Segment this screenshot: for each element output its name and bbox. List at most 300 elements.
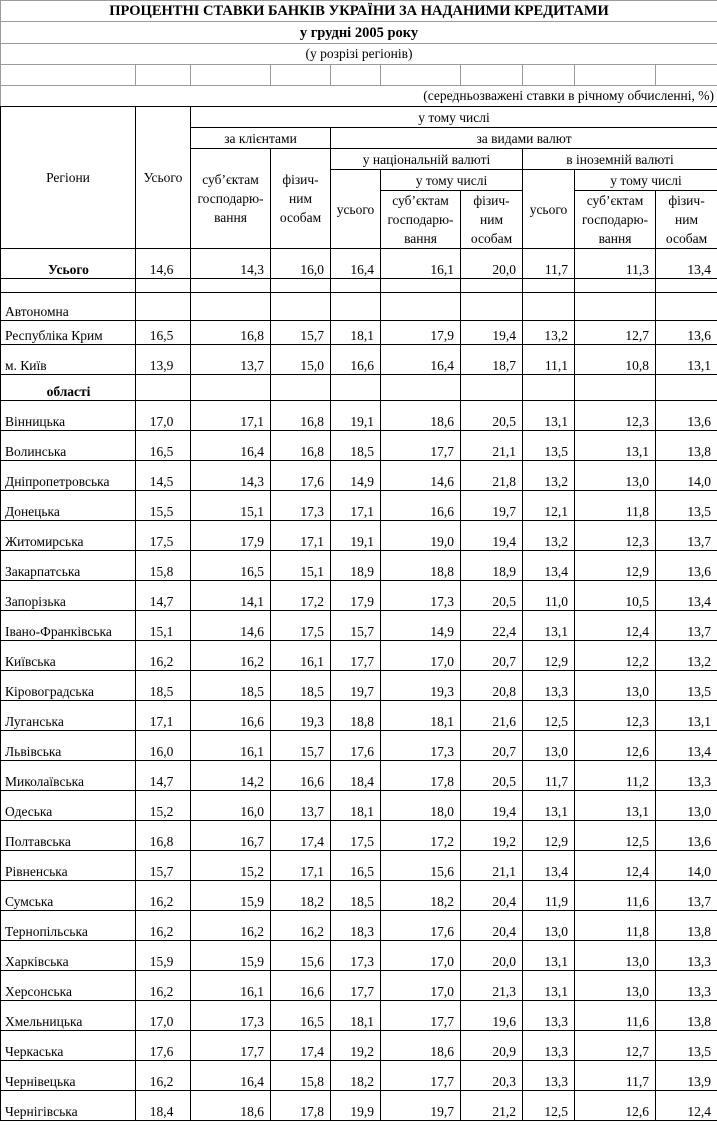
rate-value: 17,7	[381, 431, 461, 461]
table-row	[1, 1001, 717, 1031]
rate-value: 17,7	[331, 641, 381, 671]
region-name: Івано-Франківська	[1, 611, 136, 641]
rate-value: 13,4	[656, 581, 717, 611]
rate-value: 17,0	[381, 941, 461, 971]
rate-value: 17,6	[271, 461, 331, 491]
header-total: Усього	[136, 107, 191, 249]
header-foreign-individuals: фізич-ним особам	[656, 191, 717, 249]
rate-value: 15,6	[381, 851, 461, 881]
rate-value: 21,3	[461, 971, 523, 1001]
spacer-row	[1, 279, 717, 293]
rate-value: 21,2	[461, 1091, 523, 1121]
rate-value: 17,0	[381, 971, 461, 1001]
rate-value: 17,3	[271, 491, 331, 521]
crimea-value: 16,5	[136, 321, 191, 345]
rate-value: 14,0	[656, 851, 717, 881]
kyiv-label: м. Київ	[1, 345, 136, 375]
rate-value: 12,5	[523, 1091, 575, 1121]
rate-value: 14,6	[191, 611, 271, 641]
header-by-currency: за видами валют	[331, 128, 717, 149]
rate-value: 16,5	[136, 431, 191, 461]
rate-value: 16,8	[271, 401, 331, 431]
rate-value: 20,3	[461, 1061, 523, 1091]
rate-value: 14,3	[191, 461, 271, 491]
table-row	[1, 761, 717, 791]
region-name: Полтавська	[1, 821, 136, 851]
rate-value: 13,1	[575, 431, 656, 461]
kyiv-value: 13,1	[656, 345, 717, 375]
rate-value: 13,1	[575, 791, 656, 821]
rate-value: 13,3	[523, 671, 575, 701]
crimea-row-top	[1, 293, 717, 321]
header-national: у національній валюті	[331, 149, 523, 170]
table-row	[1, 701, 717, 731]
rate-value: 20,7	[461, 731, 523, 761]
table-row	[1, 941, 717, 971]
rate-value: 10,5	[575, 581, 656, 611]
rate-value: 18,4	[331, 761, 381, 791]
rate-value: 16,7	[191, 821, 271, 851]
rate-value: 13,7	[656, 611, 717, 641]
total-value: 13,4	[656, 249, 717, 279]
rate-value: 15,1	[191, 491, 271, 521]
rate-value: 18,8	[381, 551, 461, 581]
rate-value: 17,7	[381, 1061, 461, 1091]
rate-value: 16,8	[136, 821, 191, 851]
crimea-value: 13,6	[656, 321, 717, 345]
table-row	[1, 1061, 717, 1091]
rate-value: 15,1	[136, 611, 191, 641]
units-note: (середньозважені ставки в річному обчисленні, %)	[1, 86, 717, 107]
region-name: Сумська	[1, 881, 136, 911]
rate-value: 12,3	[575, 521, 656, 551]
rate-value: 16,2	[136, 641, 191, 671]
rate-value: 17,1	[136, 701, 191, 731]
header-foreign: в іноземній валюті	[523, 149, 717, 170]
table-row	[1, 881, 717, 911]
table-row	[1, 431, 717, 461]
rate-value: 17,1	[271, 851, 331, 881]
rate-value: 15,9	[136, 941, 191, 971]
rate-value: 13,1	[523, 611, 575, 641]
header-foreign-including: у тому числі	[575, 170, 717, 191]
rate-value: 19,9	[331, 1091, 381, 1121]
table-row	[1, 851, 717, 881]
header-national-including: у тому числі	[381, 170, 523, 191]
rate-value: 13,7	[656, 521, 717, 551]
rate-value: 17,0	[136, 1001, 191, 1031]
rate-value: 12,4	[575, 611, 656, 641]
rate-value: 13,5	[656, 671, 717, 701]
crimea-value: 18,1	[331, 321, 381, 345]
rate-value: 14,1	[191, 581, 271, 611]
rate-value: 18,9	[331, 551, 381, 581]
rate-value: 19,6	[461, 1001, 523, 1031]
region-name: Закарпатська	[1, 551, 136, 581]
rate-value: 16,2	[191, 911, 271, 941]
rate-value: 16,5	[331, 851, 381, 881]
region-name: Чернівецька	[1, 1061, 136, 1091]
rate-value: 13,1	[523, 791, 575, 821]
rate-value: 17,7	[191, 1031, 271, 1061]
table-row	[1, 821, 717, 851]
rate-value: 18,3	[331, 911, 381, 941]
rate-value: 13,4	[523, 851, 575, 881]
rate-value: 11,8	[575, 911, 656, 941]
rate-value: 17,3	[191, 1001, 271, 1031]
header-national-business: суб’єктам господарю-вання	[381, 191, 461, 249]
rate-value: 16,1	[191, 971, 271, 1001]
total-value: 16,1	[381, 249, 461, 279]
rate-value: 19,4	[461, 521, 523, 551]
crimea-label-line1: Автономна	[1, 293, 136, 321]
rate-value: 15,8	[271, 1061, 331, 1091]
table-row	[1, 491, 717, 521]
rate-value: 17,9	[191, 521, 271, 551]
rate-value: 13,5	[656, 1031, 717, 1061]
rate-value: 16,6	[271, 761, 331, 791]
rate-value: 13,2	[656, 641, 717, 671]
rate-value: 12,3	[575, 701, 656, 731]
rate-value: 13,6	[656, 821, 717, 851]
rate-value: 12,9	[523, 821, 575, 851]
kyiv-value: 11,1	[523, 345, 575, 375]
rate-value: 13,9	[656, 1061, 717, 1091]
kyiv-value: 15,0	[271, 345, 331, 375]
table-row	[1, 1031, 717, 1061]
rate-value: 17,1	[191, 401, 271, 431]
rate-value: 17,6	[381, 911, 461, 941]
kyiv-value: 16,6	[331, 345, 381, 375]
rate-value: 16,4	[191, 1061, 271, 1091]
rate-value: 17,5	[271, 611, 331, 641]
rate-value: 13,0	[523, 731, 575, 761]
total-value: 20,0	[461, 249, 523, 279]
header-national-individuals: фізич-ним особам	[461, 191, 523, 249]
rate-value: 13,3	[656, 971, 717, 1001]
rate-value: 18,5	[331, 431, 381, 461]
rate-value: 15,8	[136, 551, 191, 581]
rate-value: 13,7	[271, 791, 331, 821]
crimea-value: 13,2	[523, 321, 575, 345]
rate-value: 14,7	[136, 581, 191, 611]
rate-value: 15,7	[136, 851, 191, 881]
rate-value: 15,9	[191, 881, 271, 911]
rate-value: 18,0	[381, 791, 461, 821]
region-name: Луганська	[1, 701, 136, 731]
rate-value: 17,4	[271, 821, 331, 851]
table-row	[1, 551, 717, 581]
rate-value: 18,6	[191, 1091, 271, 1121]
rate-value: 15,5	[136, 491, 191, 521]
rate-value: 18,6	[381, 1031, 461, 1061]
rate-value: 13,2	[523, 461, 575, 491]
rate-value: 14,7	[136, 761, 191, 791]
rate-value: 13,2	[523, 521, 575, 551]
rate-value: 12,4	[575, 851, 656, 881]
table-row	[1, 1091, 717, 1121]
rate-value: 11,9	[523, 881, 575, 911]
rate-value: 13,4	[523, 551, 575, 581]
rate-value: 13,0	[575, 671, 656, 701]
rate-value: 18,1	[331, 791, 381, 821]
rate-value: 12,9	[575, 551, 656, 581]
header-individuals: фізич-ним особам	[271, 149, 331, 249]
rate-value: 16,6	[271, 971, 331, 1001]
rate-value: 16,2	[136, 911, 191, 941]
rate-value: 13,0	[523, 911, 575, 941]
kyiv-value: 13,7	[191, 345, 271, 375]
rate-value: 17,2	[381, 821, 461, 851]
page-subtitle-regions: (у розрізі регіонів)	[1, 44, 717, 65]
rate-value: 18,2	[381, 881, 461, 911]
rate-value: 11,6	[575, 881, 656, 911]
rate-value: 12,5	[523, 701, 575, 731]
rate-value: 18,4	[136, 1091, 191, 1121]
rate-value: 16,2	[136, 971, 191, 1001]
rate-value: 19,0	[381, 521, 461, 551]
region-name: Харківська	[1, 941, 136, 971]
kyiv-value: 18,7	[461, 345, 523, 375]
rate-value: 13,4	[656, 731, 717, 761]
rate-value: 18,2	[271, 881, 331, 911]
rate-value: 16,8	[271, 431, 331, 461]
rate-value: 12,9	[523, 641, 575, 671]
rate-value: 13,0	[575, 941, 656, 971]
rate-value: 11,7	[523, 761, 575, 791]
rate-value: 17,1	[331, 491, 381, 521]
rate-value: 17,7	[331, 971, 381, 1001]
region-name: Вінницька	[1, 401, 136, 431]
rate-value: 17,1	[271, 521, 331, 551]
table-row	[1, 971, 717, 1001]
rate-value: 11,2	[575, 761, 656, 791]
rate-value: 17,5	[136, 521, 191, 551]
rate-value: 18,5	[191, 671, 271, 701]
rate-value: 16,1	[191, 731, 271, 761]
header-national-total: усього	[331, 170, 381, 249]
rate-value: 12,2	[575, 641, 656, 671]
rate-value: 13,5	[523, 431, 575, 461]
rate-value: 13,0	[656, 791, 717, 821]
rate-value: 22,4	[461, 611, 523, 641]
rate-value: 17,6	[331, 731, 381, 761]
rate-value: 15,7	[271, 731, 331, 761]
region-name: Чернігівська	[1, 1091, 136, 1121]
crimea-value: 19,4	[461, 321, 523, 345]
rate-value: 16,0	[191, 791, 271, 821]
rate-value: 13,0	[575, 461, 656, 491]
rate-value: 13,0	[575, 971, 656, 1001]
region-name: Черкаська	[1, 1031, 136, 1061]
rate-value: 13,1	[523, 941, 575, 971]
rate-value: 16,6	[381, 491, 461, 521]
rate-value: 16,0	[136, 731, 191, 761]
rate-value: 14,6	[381, 461, 461, 491]
header-foreign-business: суб’єктам господарю-вання	[575, 191, 656, 249]
rate-value: 17,0	[136, 401, 191, 431]
rate-value: 19,1	[331, 401, 381, 431]
rate-value: 20,4	[461, 911, 523, 941]
rate-value: 17,9	[331, 581, 381, 611]
rate-value: 17,3	[381, 731, 461, 761]
rate-value: 13,3	[523, 1001, 575, 1031]
rate-value: 20,5	[461, 761, 523, 791]
rate-value: 18,2	[331, 1061, 381, 1091]
rate-value: 21,8	[461, 461, 523, 491]
header-regions: Регіони	[1, 107, 136, 249]
rate-value: 14,5	[136, 461, 191, 491]
rate-value: 17,3	[381, 581, 461, 611]
rate-value: 17,5	[331, 821, 381, 851]
oblasti-label: області	[1, 375, 136, 401]
rate-value: 17,4	[271, 1031, 331, 1061]
rate-value: 13,8	[656, 1001, 717, 1031]
total-value: 14,3	[191, 249, 271, 279]
rate-value: 19,3	[271, 701, 331, 731]
rate-value: 20,7	[461, 641, 523, 671]
crimea-row	[1, 321, 717, 345]
rate-value: 21,1	[461, 431, 523, 461]
rate-value: 13,1	[656, 701, 717, 731]
rate-value: 18,6	[381, 401, 461, 431]
table-row	[1, 791, 717, 821]
crimea-label-line2: Республіка Крим	[1, 321, 136, 345]
table-row	[1, 611, 717, 641]
region-name: Кіровоградська	[1, 671, 136, 701]
rate-value: 19,7	[331, 671, 381, 701]
rate-value: 14,0	[656, 461, 717, 491]
table-row	[1, 581, 717, 611]
rate-value: 12,3	[575, 401, 656, 431]
rate-value: 18,1	[331, 1001, 381, 1031]
blank-row	[1, 65, 717, 86]
rate-value: 16,2	[136, 881, 191, 911]
region-name: Дніпропетровська	[1, 461, 136, 491]
total-row	[1, 249, 717, 279]
rate-value: 18,5	[136, 671, 191, 701]
rate-value: 17,3	[331, 941, 381, 971]
rate-value: 12,5	[575, 821, 656, 851]
rate-value: 15,6	[271, 941, 331, 971]
region-name: Київська	[1, 641, 136, 671]
total-label: Усього	[1, 249, 136, 279]
rate-value: 13,5	[656, 491, 717, 521]
rate-value: 13,7	[656, 881, 717, 911]
rate-value: 19,7	[381, 1091, 461, 1121]
rate-value: 20,8	[461, 671, 523, 701]
rate-value: 11,8	[575, 491, 656, 521]
rate-value: 15,1	[271, 551, 331, 581]
total-value: 11,7	[523, 249, 575, 279]
rate-value: 16,6	[191, 701, 271, 731]
rate-value: 21,6	[461, 701, 523, 731]
oblasti-row	[1, 375, 717, 401]
table-row	[1, 521, 717, 551]
rate-value: 19,4	[461, 791, 523, 821]
rate-value: 19,3	[381, 671, 461, 701]
table-row	[1, 401, 717, 431]
region-name: Одеська	[1, 791, 136, 821]
rate-value: 20,0	[461, 941, 523, 971]
rate-value: 18,5	[271, 671, 331, 701]
rate-value: 13,8	[656, 431, 717, 461]
rate-value: 13,3	[656, 761, 717, 791]
table-row	[1, 641, 717, 671]
header-business: суб’єктам господарю-вання	[191, 149, 271, 249]
rate-value: 17,8	[271, 1091, 331, 1121]
rate-value: 13,6	[656, 401, 717, 431]
rate-value: 12,4	[656, 1091, 717, 1121]
region-name: Львівська	[1, 731, 136, 761]
rate-value: 11,6	[575, 1001, 656, 1031]
crimea-value: 17,9	[381, 321, 461, 345]
rate-value: 19,2	[331, 1031, 381, 1061]
rate-value: 12,6	[575, 731, 656, 761]
rate-value: 15,2	[136, 791, 191, 821]
rate-value: 16,2	[191, 641, 271, 671]
header-foreign-total: усього	[523, 170, 575, 249]
total-value: 16,4	[331, 249, 381, 279]
rate-value: 16,5	[191, 551, 271, 581]
page-subtitle: у грудні 2005 року	[1, 22, 717, 44]
rate-value: 12,1	[523, 491, 575, 521]
region-name: Хмельницька	[1, 1001, 136, 1031]
region-name: Донецька	[1, 491, 136, 521]
region-name: Рівненська	[1, 851, 136, 881]
rate-value: 14,9	[381, 611, 461, 641]
rate-value: 17,6	[136, 1031, 191, 1061]
rate-value: 14,9	[331, 461, 381, 491]
region-name: Волинська	[1, 431, 136, 461]
rate-value: 16,4	[191, 431, 271, 461]
rate-value: 11,0	[523, 581, 575, 611]
total-value: 14,6	[136, 249, 191, 279]
rate-value: 15,2	[191, 851, 271, 881]
rate-value: 18,1	[381, 701, 461, 731]
region-name: Херсонська	[1, 971, 136, 1001]
kyiv-row	[1, 345, 717, 375]
crimea-value: 15,7	[271, 321, 331, 345]
rate-value: 12,6	[575, 1091, 656, 1121]
rate-value: 16,1	[271, 641, 331, 671]
total-value: 11,3	[575, 249, 656, 279]
rate-value: 15,9	[191, 941, 271, 971]
rate-value: 21,1	[461, 851, 523, 881]
table-row	[1, 731, 717, 761]
region-name: Тернопільська	[1, 911, 136, 941]
crimea-value: 16,8	[191, 321, 271, 345]
rate-value: 19,2	[461, 821, 523, 851]
rate-value: 19,7	[461, 491, 523, 521]
table-row	[1, 911, 717, 941]
table-row	[1, 461, 717, 491]
rate-value: 17,7	[381, 1001, 461, 1031]
rate-value: 12,7	[575, 1031, 656, 1061]
rate-value: 13,3	[523, 1061, 575, 1091]
crimea-value: 12,7	[575, 321, 656, 345]
rate-value: 20,5	[461, 581, 523, 611]
header-including: у тому числі	[191, 107, 717, 128]
kyiv-value: 16,4	[381, 345, 461, 375]
rate-value: 13,1	[523, 971, 575, 1001]
rate-value: 11,7	[575, 1061, 656, 1091]
rate-value: 17,0	[381, 641, 461, 671]
rate-value: 19,1	[331, 521, 381, 551]
rate-value: 20,9	[461, 1031, 523, 1061]
rate-value: 17,8	[381, 761, 461, 791]
region-name: Запорізька	[1, 581, 136, 611]
